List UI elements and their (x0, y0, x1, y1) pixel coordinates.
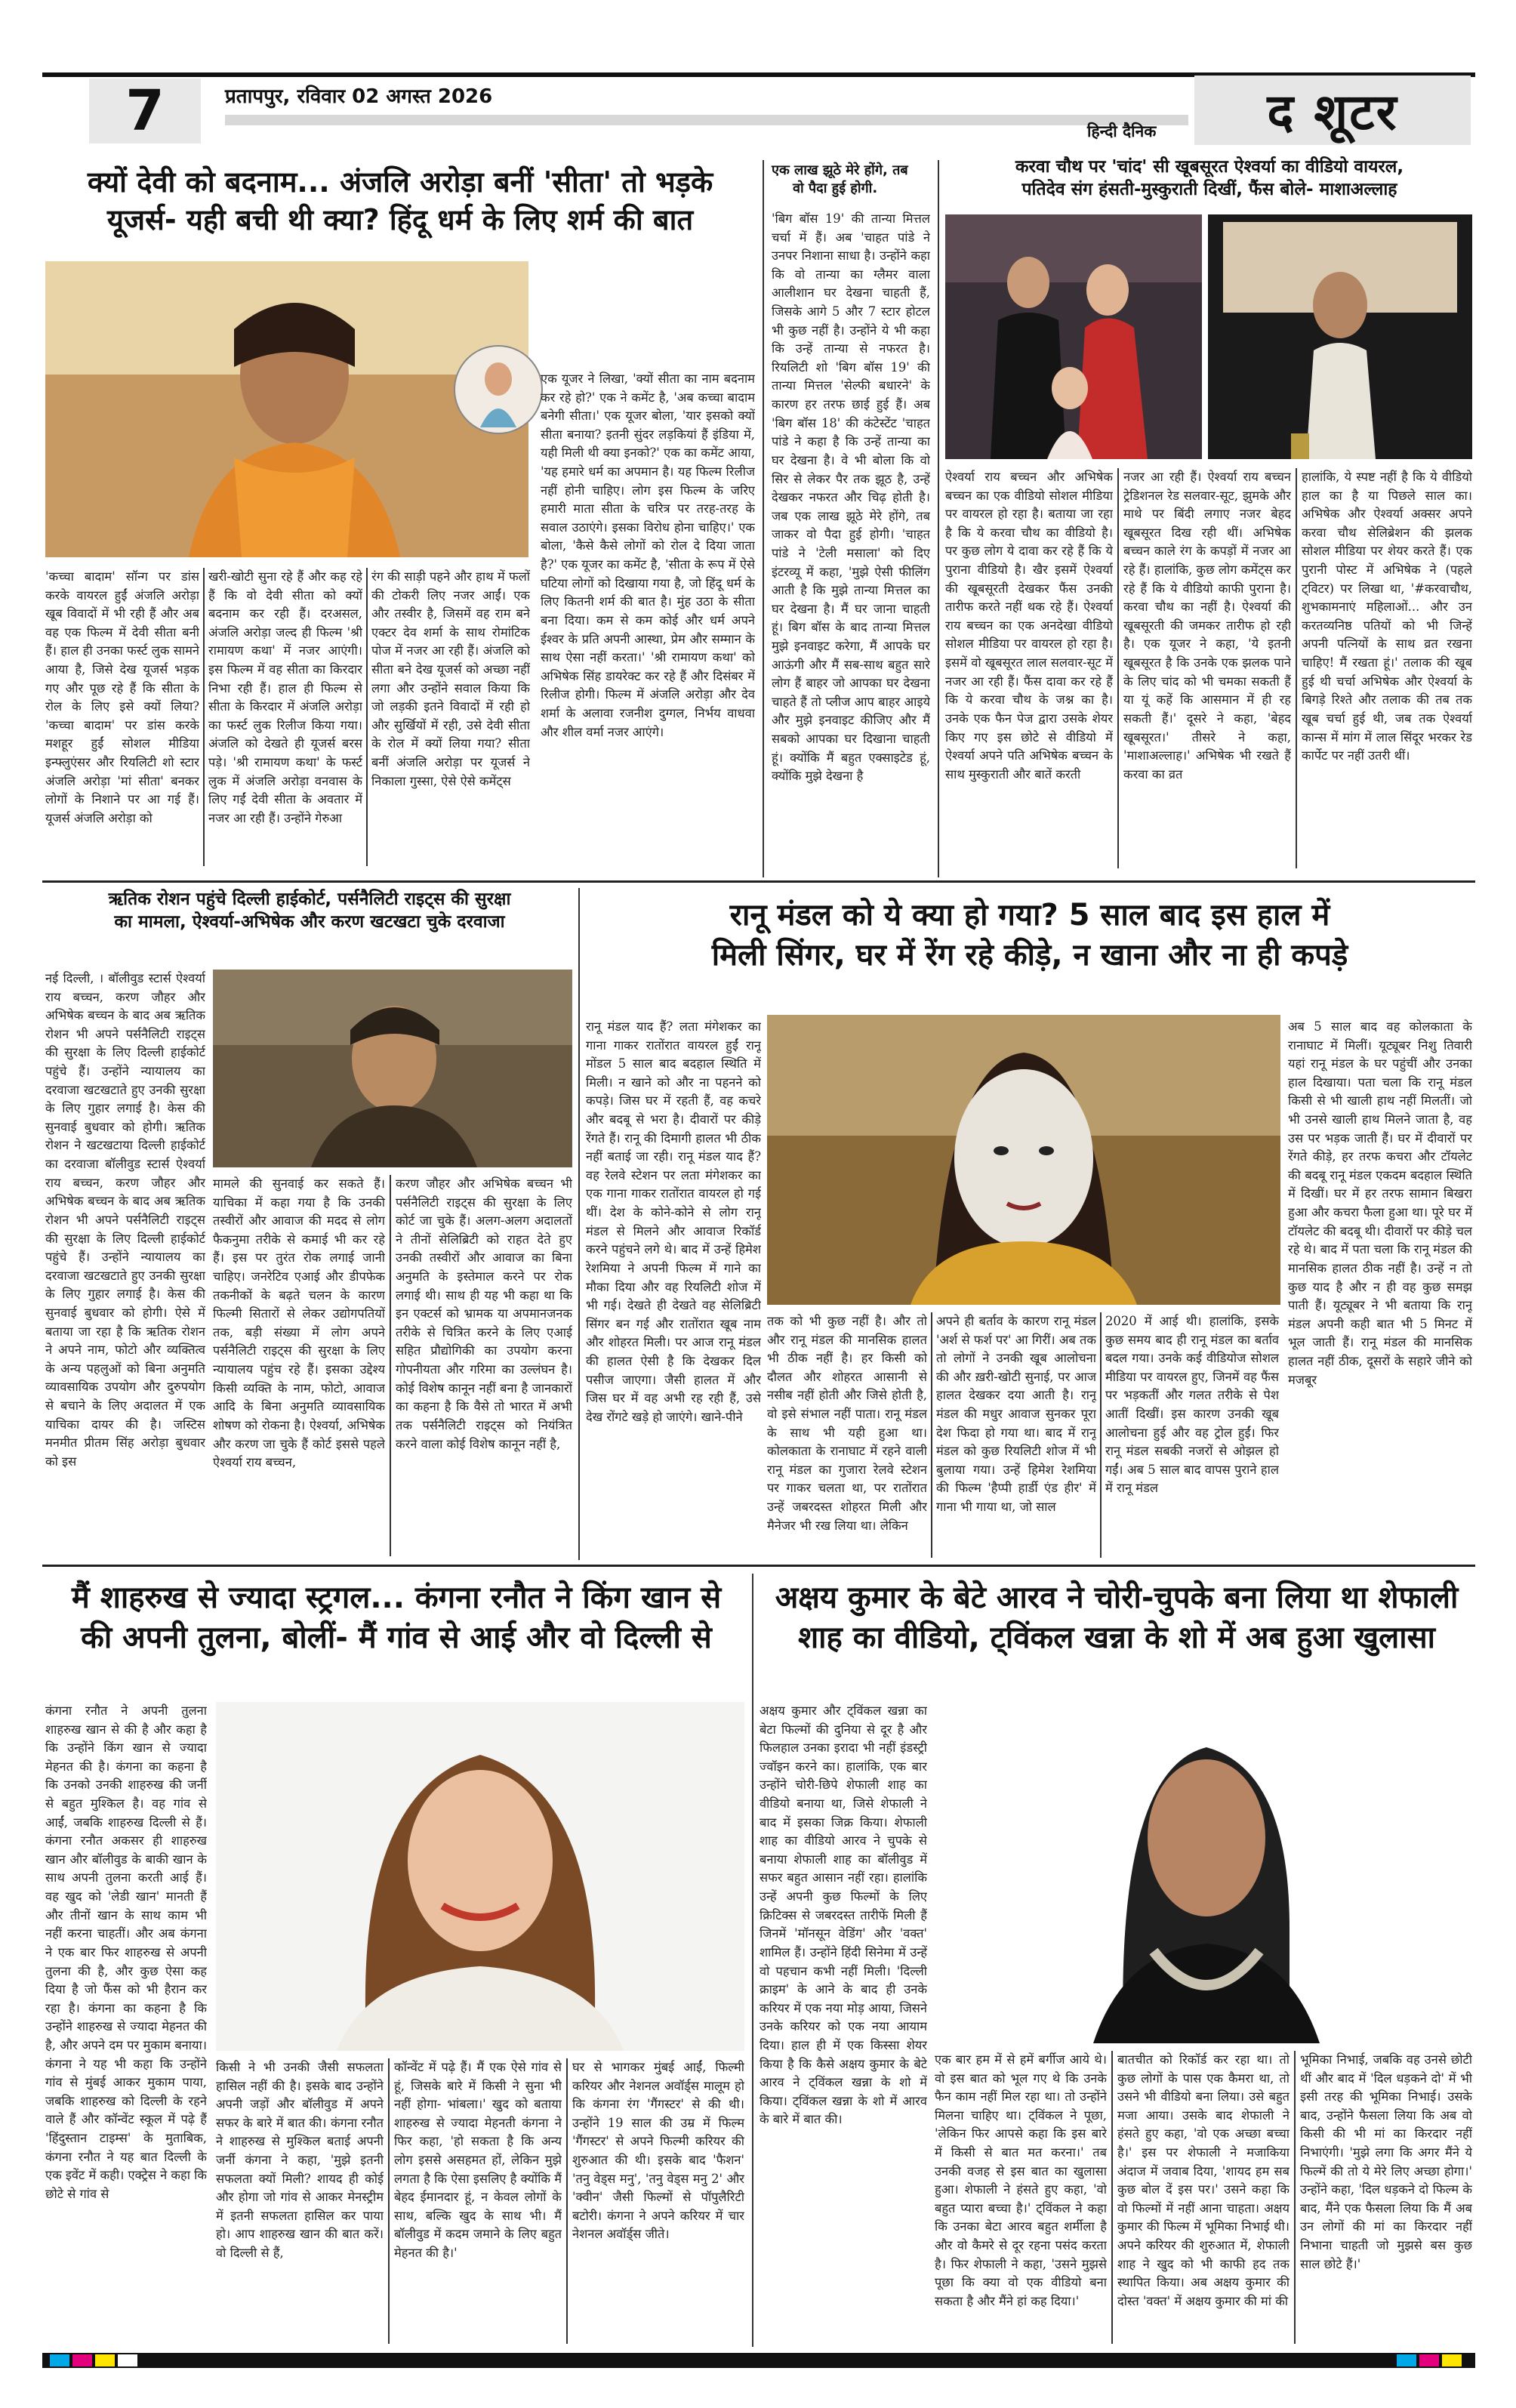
story3-col1: ऐश्वर्या राय बच्चन और अभिषेक बच्चन का एक वीडियो सोशल मीडिया पर वायरल हो रहा है। बताया जा रहा है कि ये करवा चौथ का वीडियो है। पर कुछ लोग ये दावा कर रहे हैं कि ये पुराना वीडियो है। खैर इसमें ऐश्वर्या की खूबसूरती देखकर फैंस उनकी तारीफ करते नहीं थक रहे हैं। ऐश्वर्या राय बच्चन का एक अनदेखा वीडियो सोशल मीडिया पर वायरल हो रहा है। इसमें वो खूबसूरत लाल सलवार-सूट में नजर आ रही हैं। फैंस दावा कर रहे हैं कि ये करवा चौथ के जश्न का है। उनके एक फैन पेज द्वारा उसके शेयर किए गए इस छोटे से वीडियो में ऐश्वर्या अपने पति अभिषेक बच्चन के साथ मुस्कुराती और बातें करती (945, 470, 1113, 782)
story5-col4: 2020 में आई थी। हालांकि, इसके कुछ समय बाद ही रानू मंडल का बर्ताव बदल गया। उनके कई वीडियोज सोशल मीडिया पर वायरल हुए, जिनमें वह फैंस पर भड़कतीं और गलत तरीके से पेश आतीं दिखीं। इस कारण उनकी खूब आलोचना हुई और वह ट्रोल हुईं। फिर रानू मंडल सबकी नजरों से ओझल हो गईं। अब 5 साल बाद वापस पुराने हाल में रानू मंडल (1105, 1314, 1279, 1496)
column-divider (763, 160, 764, 877)
story6-col1: कंगना रनौत ने अपनी तुलना शाहरुख खान से की है और कहा है कि उन्होंने किंग खान से ज्यादा मेहनत की है। कंगना का कहना है कि उनको उनकी शाहरुख की जर्नी से बहुत मुश्किल है। वह गांव से आईं, जबकि शाहरुख दिल्ली से हैं। कंगना रनौत अकसर ही शाहरुख खान और बॉलीवुड के बाकी खान के साथ अपनी तुलना करती आई हैं। वह खुद को 'लेडी खान' मानती हैं और तीनों खान के साथ काम भी नहीं करना चाहतीं। और अब कंगना ने एक बार फिर शाहरुख से अपनी तुलना की है, और कुछ ऐसा कह दिया है जो फैंस को भी हैरान कर रहा है। कंगना का कहना है कि उन्होंने शाहरुख से ज्यादा मेहनत की है, और अपने दम पर मुकाम बनाया। कंगना ने यह भी कहा कि उन्होंने गांव से मुंबई आकर मुकाम पाया, जबकि शाहरुख को दिल्ली के रहने वाले हैं और कॉन्वेंट स्कूल में पढ़े हैं 'हिंदुस्तान टाइम्स' के मुताबिक, कंगना रनौत ने यह बात दिल्ली के एक इवेंट में कही। एक्ट्रेस ने कहा कि छोटे से गांव से (45, 1703, 207, 2201)
column-divider (578, 888, 580, 1560)
column-divider (1294, 2051, 1296, 2344)
story3-photo-couple[interactable] (945, 214, 1202, 459)
story1-photo-inset[interactable] (453, 344, 544, 435)
story2-headline[interactable] (772, 162, 923, 198)
story4-headline-line2: का मामला, ऐश्वर्या-अभिषेक और करण खटखटा चुके दरवाजा (114, 912, 505, 933)
story5-col5: अब 5 साल बाद वह कोलकाता के रानाघाट में मिलीं। यूट्यूबर निशु तिवारी यहां रानू मंडल के घर पहुंचीं और उनका हाल दिखाया। पता चला कि रानू मंडल किसी से भी खाली हाथ नहीं मिलतीं। जो भी उनसे खाली हाथ मिलने जाता है, वह उस पर भड़क जाती हैं। घर में दीवारों पर रेंगते कीड़े, हर तरफ कचरा और टॉयलेट की बदबू रानू मंडल एकदम बदहाल स्थिति में दिखीं। घर में हर तरफ सामान बिखरा हुआ और कचरा फैला हुआ था। पूरे घर में टॉयलेट की बदबू थी। दीवारों पर कीड़े चल रहे थे। बाद में पता चला कि रानू मंडल की मानसिक हालत ठीक नहीं है। उन्हें न तो कुछ याद है और न ही वह कुछ समझ पाती हैं। यूट्यूबर ने भी बताया कि रानू मंडल अपनी कही बात भी 5 मिनट में भूल जाती हैं। रानू मंडल की मानसिक हालत नहीं ठीक, दूसरों के सहारे जीने को मजबूर (1288, 1019, 1472, 1387)
story7-col4: भूमिका निभाई, जबकि वह उनसे छोटी थीं और बाद में 'दिल धड़कने दो' में भी इसी तरह की भूमिका निभाई। उसके बाद, उन्होंने फैसला लिया कि अब वो किसी की भी मां का किरदार नहीं निभाएंगी। 'मुझे लगा कि अगर मैंने ये फिल्में की तो ये मेरे लिए अच्छा होगा।' उन्होंने कहा, 'दिल धड़कने दो फिल्म के बाद, मैंने एक फैसला लिया कि मैं अब उन लोगों की मां का किरदार नहीं निभाना चाहती जो मुझसे बस कुछ साल छोटे हैं।' (1300, 2052, 1472, 2271)
story5-headline[interactable] (586, 896, 1474, 976)
story7-headline-line1: अक्षय कुमार के बेटे आरव ने चोरी-चुपके बना लिया था शेफाली (775, 1580, 1459, 1615)
section-rule (42, 1565, 1475, 1567)
footer-bar (42, 2353, 1475, 2368)
story2-headline-line2: वो पैदा हुई होगी. (793, 180, 878, 196)
story5-col2: तक को भी कुछ नहीं है। और तो और रानू मंडल की मानसिक हालत भी ठीक नहीं है। हर किसी को दौलत और शोहरत आसानी से नसीब नहीं होती और जिसे होती है, वो इसे संभाल नहीं पाता। रानू मंडल के साथ भी यही हुआ था। कोलकाता के रानाघाट में रहने वाली रानू मंडल का गुजारा रेलवे स्टेशन पर गाकर चलता था, पर रातोंरात उन्हें जबरदस्त शोहरत मिली और मैनेजर भी रख लिया था। लेकिन (767, 1314, 927, 1533)
story6-col3: कॉन्वेंट में पढ़े हैं। मैं एक ऐसे गांव से हूं, जिसके बारे में किसी ने सुना भी नहीं होगा- भांबला।' खुद को बताया शाहरुख से ज्यादा मेहनती कंगना ने फिर कहा, 'हो सकता है कि अन्य लोग इससे असहमत हों, लेकिन मुझे लगता है कि ऐसा इसलिए है क्योंकि मैं बेहद ईमानदार हूं, न केवल लोगों के साथ, बल्कि खुद के साथ भी। मैं बॉलीवुड में कदम जमाने के लिए बहुत मेहनत की है।' (394, 2060, 562, 2261)
story6-headline-line1: मैं शाहरुख से ज्यादा स्ट्रगल... कंगना रनौत ने किंग खान से (71, 1580, 722, 1615)
story7-col3: बातचीत को रिकॉर्ड कर रहा था। तो कुछ लोगों के पास एक कैमरा था, तो उसने भी वीडियो बना लिया। उसे बहुत मजा आया। उसके बाद शेफाली ने हंसते हुए कहा, 'वो एक अच्छा बच्चा है।' इस पर शेफाली ने मजाकिया अंदाज में जवाब दिया, 'शायद हम सब कुछ बोल दें इस पर।' उसने कहा कि वो फिल्मों में नहीं आना चाहता। अक्षय कुमार की फिल्म में भूमिका निभाई थी। अपने करियर की शुरुआत में, शेफाली शाह ने खुद को भी काफी हद तक स्थापित किया। अब अक्षय कुमार की दोस्त 'वक्त' में अक्षय कुमार की मां की (1117, 2052, 1290, 2308)
column-divider (566, 2058, 568, 2344)
column-divider (388, 2058, 390, 2344)
swatch-magenta (1419, 2354, 1439, 2366)
story7-col1: अक्षय कुमार और ट्विंकल खन्ना का बेटा फिल्मों की दुनिया से दूर है और फिलहाल उनका इरादा भी नहीं इंडस्ट्री ज्वॉइन करने का। हालांकि, एक बार उन्होंने चोरी-छिपे शेफाली शाह का वीडियो बनाया था, जिसे शेफाली ने बाद में इसका जिक्र किया। शेफाली शाह का वीडियो आरव ने चुपके से बनाया शेफाली शाह का बॉलीवुड में सफर बहुत आसान नहीं रहा। हालांकि उन्हें अपनी कुछ फिल्मों के लिए क्रिटिक्स से जबरदस्त तारीफें मिली हैं जिनमें 'मॉनसून वेडिंग' और 'वक्त' शामिल हैं। उन्होंने हिंदी सिनेमा में उन्हें वो पहचान कभी नहीं मिली। 'दिल्ली क्राइम' के आने के बाद ही उनके करियर में एक नया मोड़ आया, जिसने उनके करियर को एक नया आयाम दिया। हाल ही में एक किस्सा शेयर किया है कि कैसे अक्षय कुमार के बेटे आरव ने ट्विंकल खन्ना के शो में किया। ट्विंकल खन्ना के शो में आरव के बारे में बात की। (760, 1703, 927, 2127)
story1-headline-line1: क्यों देवी को बदनाम... अंजलि अरोड़ा बनीं 'सीता' तो भड़के (87, 165, 713, 199)
swatch-magenta (72, 2354, 92, 2366)
masthead-logo (1194, 76, 1471, 145)
story5-col1: रानू मंडल याद हैं? लता मंगेशकर का गाना गाकर रातोंरात वायरल हुईं रानू मोंडल 5 साल बाद बदहाल स्थिति में मिली। न खाने को और ना पहनने को कपड़े। जिस घर में रहती हैं, वह कचरे और बदबू से भरा है। दीवारों पर कीड़े रेंगते हैं। रानू की दिमागी हालत भी ठीक नहीं बताई जा रही। रानू मंडल याद हैं? वह रेलवे स्टेशन पर लता मंगेशकर का एक गाना गाकर रातोंरात वायरल हो गई थीं। देश के कोने-कोने से लोग रानू मंडल से मिलने और आवाज रिकॉर्ड करने पहुंचने लगे थे। बाद में उन्हें हिमेश रेशमिया ने अपनी फिल्म में गाने का मौका दिया और वह रियलिटी शोज में भी गई। देखते ही देखते वह सेलिब्रिटी सिंगर बन गई और रातोंरात खूब नाम और शोहरत मिली। पर आज रानू मंडल की हालत ऐसी है कि देखकर दिल पसीज जाएगा। जैसी हालत में और जिस घर में वह अभी रह रही हैं, उसे देख रोंगटे खड़े हो जाएंगे। खाने-पीने (586, 1019, 761, 1424)
column-divider (390, 1175, 391, 1556)
story6-headline-line2: की अपनी तुलना, बोलीं- मैं गांव से आई और वो दिल्ली से (81, 1620, 712, 1655)
story4-headline-line1: ऋतिक रोशन पहुंचे दिल्ली हाईकोर्ट, पर्सनैलिटी राइट्स की सुरक्षा (108, 890, 511, 909)
story3-col3: हालांकि, ये स्पष्ट नहीं है कि ये वीडियो हाल का है या पिछले साल का। अभिषेक और ऐश्वर्या अक्सर अपने करवा चौथ सेलिब्रेशन की झलक सोशल मीडिया पर शेयर करते हैं। एक पुरानी पोस्ट में अभिषेक ने (पहले ट्विटर) पर लिखा था, '#करवाचौथ, शुभकामनाएं महिलाओं... और उन करतव्यनिष्ठ पतियों को भी जिन्हें अपनी पत्नियों के साथ व्रत रखना चाहिए! मैं रखता हूं।' तलाक की खूब हुई थी चर्चा अभिषेक और ऐश्वर्या के बिगड़े रिश्ते और तलाक की तब तक खूब चर्चा हुई थी, जब तक ऐश्वर्या कान्स में मांग में लाल सिंदूर भरकर रेड कार्पेट पर नहीं उतरी थीं। (1302, 470, 1472, 763)
story6-photo[interactable] (216, 1702, 744, 2051)
story5-col3: अपने ही बर्ताव के कारण रानू मंडल 'अर्श से फर्श पर' आ गिरीं। अब तक तो लोगों ने उनकी खूब आलोचना की और ख़री-खोटी सुनाई, पर आज हालत देखकर दया आती है। रानू मंडल की मधुर आवाज सुनकर पूरा देश फिदा हो गया था। बाद में रानू मंडल को कुछ रियलिटी शोज में भी बुलाया गया। उन्हें हिमेश रेशमिया की फिल्म 'हैप्पी हार्डी एंड हीर' में गाना भी गाया था, जो साल (936, 1314, 1096, 1515)
story1-col4: एक यूजर ने लिखा, 'क्यों सीता का नाम बदनाम कर रहे हो?' एक ने कमेंट है, 'अब कच्चा बादाम बनेगी सीता।' एक यूजर बोला, 'यार इसको क्यों सीता बनाया? इतनी सुंदर लड़कियां हैं इंडिया में, यही मिली थी क्या इनको?' एक का कमेंट आया, 'यह हमारे धर्म का अपमान है। यह फिल्म रिलीज नहीं होनी चाहिए। लोग इस फिल्म के जरिए हमारी माता सीता के चरित्र पर तरह-तरह के सवाल उठाएंगे। इसका विरोध होना चाहिए।' एक बोला, 'कैसे कैसे लोगों को रोल दे दिया जाता है?' एक यूजर का कमेंट है, 'सीता के रूप में ऐसे घटिया लोगों को दिखाया गया है, जो हिंदू धर्म के लिए कितनी शर्म की बात है। मुंह उठा के सीता बना दिया। कम से कम कोई और धर्म अपने ईश्वर के प्रति अपनी आस्था, प्रेम और सम्मान के साथ ऐसा नहीं करता।' 'श्री रामायण कथा' को अभिषेक सिंह डायरेक्ट कर रहे हैं और दिसंबर में रिलीज होगी। फिल्म में अंजलि अरोड़ा और देव शर्मा के अलावा रजनीश दुग्गल, निर्भय वाधवा और शील वर्मा नजर आएंगे। (541, 372, 755, 739)
story4-col2: मामले की सुनवाई कर सकते हैं। याचिका में कहा गया है कि उनकी तस्वीरों और आवाज की मदद से लोग फैकनुमा तरीके से कमाई भी कर रहे हैं। इस पर तुरंत रोक लगाई जानी चाहिए। जनरेटिव एआई और डीपफेक तकनीकों के बढ़ते चलन के कारण फिल्मी सितारों से लेकर उद्योगपतियों तक, बड़ी संख्या में लोग अपने पर्सनैलिटी राइट्स की सुरक्षा के लिए न्यायालय पहुंच रहे हैं। इसका उद्देश्य किसी व्यक्ति के नाम, फोटो, आवाज आदि के बिना अनुमति व्यावसायिक शोषण को रोकना है। ऐश्वर्या, अभिषेक और करण जा चुके हैं कोर्ट इससे पहले ऐश्वर्या राय बच्चन, (213, 1176, 385, 1470)
edition-label: हिन्दी दैनिक (1087, 122, 1157, 140)
swatch-yellow (1442, 2354, 1462, 2366)
brand-name: द शूटर (1267, 82, 1398, 141)
column-divider (1100, 1312, 1102, 1558)
story3-headline-line1: करवा चौथ पर 'चांद' सी खूबसूरत ऐश्वर्या का वीडियो वायरल, (1015, 157, 1404, 177)
column-divider (1117, 468, 1119, 868)
story5-headline-line1: रानू मंडल को ये क्या हो गया? 5 साल बाद इस हाल में (729, 898, 1330, 933)
story3-headline[interactable] (945, 156, 1474, 202)
story5-photo[interactable] (767, 1015, 1280, 1305)
story1-headline[interactable] (45, 163, 755, 239)
column-divider (366, 568, 368, 866)
masthead-band (225, 115, 1188, 125)
story3-photo-abhishek[interactable] (1208, 214, 1472, 459)
story1-col2: खरी-खोटी सुना रहे हैं और कह रहे हैं कि वो देवी सीता को क्यों बदनाम कर रही हैं। दरअसल, अंजलि अरोड़ा जल्द ही फिल्म 'श्री रामायण कथा' में नजर आएंगी। इस फिल्म में वह सीता का किरदार निभा रही हैं। हाल ही फिल्म से सीता के किरदार में अंजलि अरोड़ा का फर्स्ट लुक रिलीज किया गया। अंजलि को देखते ही यूजर्स बरस पड़े। 'श्री रामायण कथा' के फर्स्ट लुक में अंजलि अरोड़ा वनवास के लिए गईं देवी सीता के अवतार में नजर आ रही हैं। उन्होंने गेरुआ (208, 569, 362, 825)
story2-col1: 'बिग बॉस 19' की तान्या मित्तल चर्चा में हैं। अब 'चाहत पांडे ने उनपर निशाना साधा है। उन्होंने कहा कि वो तान्या का ग्लैमर वाला आलीशान घर देखना चाहती हैं, जिसके आगे 5 और 7 स्टार होटल भी कुछ नहीं है। उन्होंने ये भी कहा कि उन्हें तान्या से नफरत है। रियलिटी शो 'बिग बॉस 19' की तान्या मित्तल 'सेल्फी बधारने' के कारण हर तरफ छाई हुई हैं। अब 'बिग बॉस 18' की कंटेस्टेंट 'चाहत पांडे ने कहा है कि उन्हें तान्या का घर देखना है। वे भी बोला कि वो सिर से लेकर पैर तक झूठ है, उन्हें देखकर नफरत और चिढ़ होती है। जब एक लाख झूठे मेरे होंगे, तब जाकर वो पैदा हुई होगी। 'चाहत पांडे ने 'टेली मसाला' को दिए इंटरव्यू में कहा, 'मुझे ऐसी फीलिंग आती है कि मुझे तान्या मित्तल का घर देखना है। मैं घर जाना चाहती हूं। बिग बॉस के बाद तान्या मित्तल मुझे इनवाइट करेगा, मैं आपके घर आऊंगी और मैं सब-साथ बहुत सारे लोग हैं बाहर जो आपका घर देखना चाहते हैं तो प्लीज आप बाहर आइये और मुझे इनवाइट कीजिए और मैं सबको आपका घर दिखाना चाहती हूं। क्योंकि मैं बहुत एक्साइटेड हूं, क्योंकि मुझे देखना है (772, 211, 930, 784)
column-divider (203, 568, 205, 866)
story6-col2: किसी ने भी उनकी जैसी सफलता हासिल नहीं की है। इसके बाद उन्होंने अपनी जड़ों और बॉलीवुड में अपने सफर के बारे में बात की। कंगना रनौत ने शाहरुख से मुश्किल बताई अपनी जर्नी कंगना ने कहा, 'मुझे इतनी सफलता क्यों मिली? शायद ही कोई और होगा जो गांव से आकर मेनस्ट्रीम में इतनी सफलता हासिल कर पाया हो। आप शाहरुख खान की बात करें। वो दिल्ली से हैं, (216, 2060, 384, 2261)
section-rule (42, 880, 1475, 883)
story4-col3: करण जौहर और अभिषेक बच्चन भी पर्सनैलिटी राइट्स की सुरक्षा के लिए कोर्ट जा चुके हैं। अलग-अलग अदालतों ने तीनों सेलिब्रिटी को राहत देते हुए उनकी तस्वीरों और आवाज का बिना अनुमति के इस्तेमाल करने पर रोक लगाई थी। साथ ही यह भी कहा था कि इन एक्टर्स को भ्रामक या अपमानजनक तरीके से चित्रित करने के लिए एआई सहित प्रौद्योगिकी का उपयोग करना गोपनीयता और गरिमा का उल्लंघन है। कोई विशेष कानून नहीं बना है जानकारों का कहना है कि वैसे तो भारत में अभी तक पर्सनैलिटी राइट्स को नियंत्रित करने वाला कोई विशेष कानून नहीं है, (396, 1176, 572, 1451)
story4-photo[interactable] (213, 970, 572, 1167)
page-number-box (89, 79, 201, 143)
swatch-cyan (50, 2354, 69, 2366)
story7-headline[interactable] (760, 1578, 1474, 1658)
story1-col1: 'कच्चा बादाम' सॉन्ग पर डांस करके वायरल हुईं अंजलि अरोड़ा खूब विवादों में भी रही हैं और अब वह एक फिल्म में देवी सीता बनी हैं। हाल ही उनका फर्स्ट लुक सामने आया है, जिसे देख यूजर्स भड़क गए और पूछ रहे हैं कि सीता के रोल के लिए इसे क्यों लिया? 'कच्चा बादाम' पर डांस करके मशहूर हुईं सोशल मीडिया इन्फ्लुएंसर और रियलिटी शो स्टार अंजलि अरोड़ा 'मां सीता' बनकर लोगों के निशाने पर आ गई हैं। यूजर्स अंजलि अरोड़ा को (45, 569, 199, 825)
column-divider (931, 1312, 932, 1558)
story2-headline-line1: एक लाख झूठे मेरे होंगे, तब (772, 162, 908, 178)
story6-headline[interactable] (45, 1578, 747, 1658)
swatch-yellow (95, 2354, 115, 2366)
story3-col2: नजर आ रही हैं। ऐश्वर्या राय बच्चन ट्रेडिशनल रेड सलवार-सूट, झुमके और माथे पर बिंदी लगाए नजर बेहद खूबसूरत दिख रही थीं। अभिषेक बच्चन काले रंग के कपड़ों में नजर आ रहे हैं। हालांकि, कुछ लोग कमेंट्स कर रहे हैं कि ये वीडियो काफी पुराना है। करवा चौथ का नहीं है। ऐश्वर्या की खूबसूरती की जमकर तारीफ हो रही है। एक यूजर ने कहा, 'ये इतनी खूबसूरत है कि उनके एक झलक पाने के लिए चांद को भी चमका सकती हैं या यूं कहें कि आसमान में ही रह सकती हैं।' दूसरे ने कहा, 'बेहद खूबसूरत।' तीसरे ने कहा, 'माशाअल्लाह।' अभिषेक भी रखते हैं करवा का व्रत (1123, 470, 1291, 782)
story5-headline-line2: मिली सिंगर, घर में रेंग रहे कीड़े, न खाना और ना ही कपड़े (711, 937, 1348, 973)
story7-photo[interactable] (935, 1702, 1472, 2043)
story1-col3: रंग की साड़ी पहने और हाथ में फलों की टोकरी लिए नजर आईं। एक और तस्वीर है, जिसमें वह राम बने एक्टर देव शर्मा के साथ रोमांटिक पोज में नजर आ रही हैं। अंजलि को सीता बने देख यूजर्स को अच्छा नहीं लगा और उन्होंने सवाल किया कि जो लड़की इतने विवादों में रही हो और सुर्खियों में रही, उसे देवी सीता के रोल में क्यों लिया गया? सीता बनीं अंजलि अरोड़ा पर यूजर्स ने निकाला गुस्सा, ऐसे ऐसे कमेंट्स (371, 569, 530, 788)
story3-headline-line2: पतिदेव संग हंसती-मुस्कुराती दिखीं, फैंस बोले- माशाअल्लाह (1021, 180, 1397, 200)
story7-headline-line2: शाह का वीडियो, ट्विंकल खन्ना के शो में अब हुआ खुलासा (797, 1620, 1436, 1655)
column-divider (752, 1574, 753, 2347)
story4-col1: नई दिल्ली, । बॉलीवुड स्टार्स ऐश्वर्या राय बच्चन, करण जौहर और अभिषेक बच्चन के बाद अब ऋतिक रोशन भी अपने पर्सनैलिटी राइट्स की सुरक्षा के लिए दिल्ली हाईकोर्ट पहुंचे हैं। उन्होंने न्यायालय का दरवाजा खटखटाते हुए उनकी सुरक्षा के लिए गुहार लगाई है। केस की सुनवाई बुधवार को होगी। ऋतिक रोशन ने खटखटाया दिल्ली हाईकोर्ट का दरवाजा बॉलीवुड स्टार्स ऐश्वर्या राय बच्चन, करण जौहर और अभिषेक बच्चन के बाद अब ऋतिक रोशन भी अपने पर्सनैलिटी राइट्स की सुरक्षा के लिए दिल्ली हाईकोर्ट पहुंचे हैं। उन्होंने न्यायालय का दरवाजा खटखटाते हुए उनकी सुरक्षा के लिए गुहार लगाई है। केस की सुनवाई बुधवार को होगी। ऐसे में बताया जा रहा है कि ऋतिक रोशन ने अपने नाम, फोटो और व्यक्तित्व के अन्य पहलुओं को बिना अनुमति व्यावसायिक उपयोग और दुरुपयोग से बचाने के लिए अदालत में एक याचिका दायर की है। जस्टिस मनमीत प्रीतम सिंह अरोड़ा बुधवार को इस (45, 971, 205, 1469)
dateline: प्रतापपुर, रविवार 02 अगस्त 2026 (225, 85, 493, 108)
page-number: 7 (125, 79, 165, 143)
swatch-white (118, 2354, 137, 2366)
story4-headline[interactable] (45, 888, 574, 934)
column-divider (1296, 468, 1297, 868)
column-divider (1111, 2051, 1113, 2344)
story7-col2: एक बार हम में से हमें बर्गीज आये थे। वो इस बात को भूल गए थे कि उनके फैन काम नहीं मिल रहा था। तो उन्होंने मिलना चाहिए था। ट्विंकल ने पूछा, 'लेकिन फिर आपसे कहा कि इस बारे में किसी से बात मत करना।' तब उनकी वजह से इस बात का खुलासा हुआ। शेफाली ने हंसते हुए कहा, 'वो बहुत प्यारा बच्चा है।' ट्विंकल ने कहा कि उनका बेटा आरव बहुत शर्मीला है और वो कैमरे से दूर रहना पसंद करता है। फिर शेफाली ने कहा, 'उसने मुझसे पूछा कि क्या वो एक वीडियो बना सकता है और मैंने हां कह दिया।' (935, 2052, 1107, 2308)
story1-headline-line2: यूजर्स- यही बची थी क्या? हिंदू धर्म के लिए शर्म की बात (106, 203, 694, 237)
column-divider (938, 160, 939, 877)
story6-col4: घर से भागकर मुंबई आईं, फिल्मी करियर और नेशनल अवॉर्ड्स मालूम हो कि कंगना रंग 'गैंगस्टर' से की थी। उन्होंने 19 साल की उम्र में फिल्म 'गैंगस्टर' से अपने फिल्मी करियर की शुरुआत की थी। इसके बाद 'फैशन' 'तनु वेड्स मनु', 'तनु वेड्स मनु 2' और 'क्वीन' जैसी फिल्मों से पॉपुलैरिटी बटोरी। कंगना ने अपने करियर में चार नेशनल अवॉर्ड्स जीते। (572, 2060, 744, 2242)
swatch-cyan (1397, 2354, 1416, 2366)
